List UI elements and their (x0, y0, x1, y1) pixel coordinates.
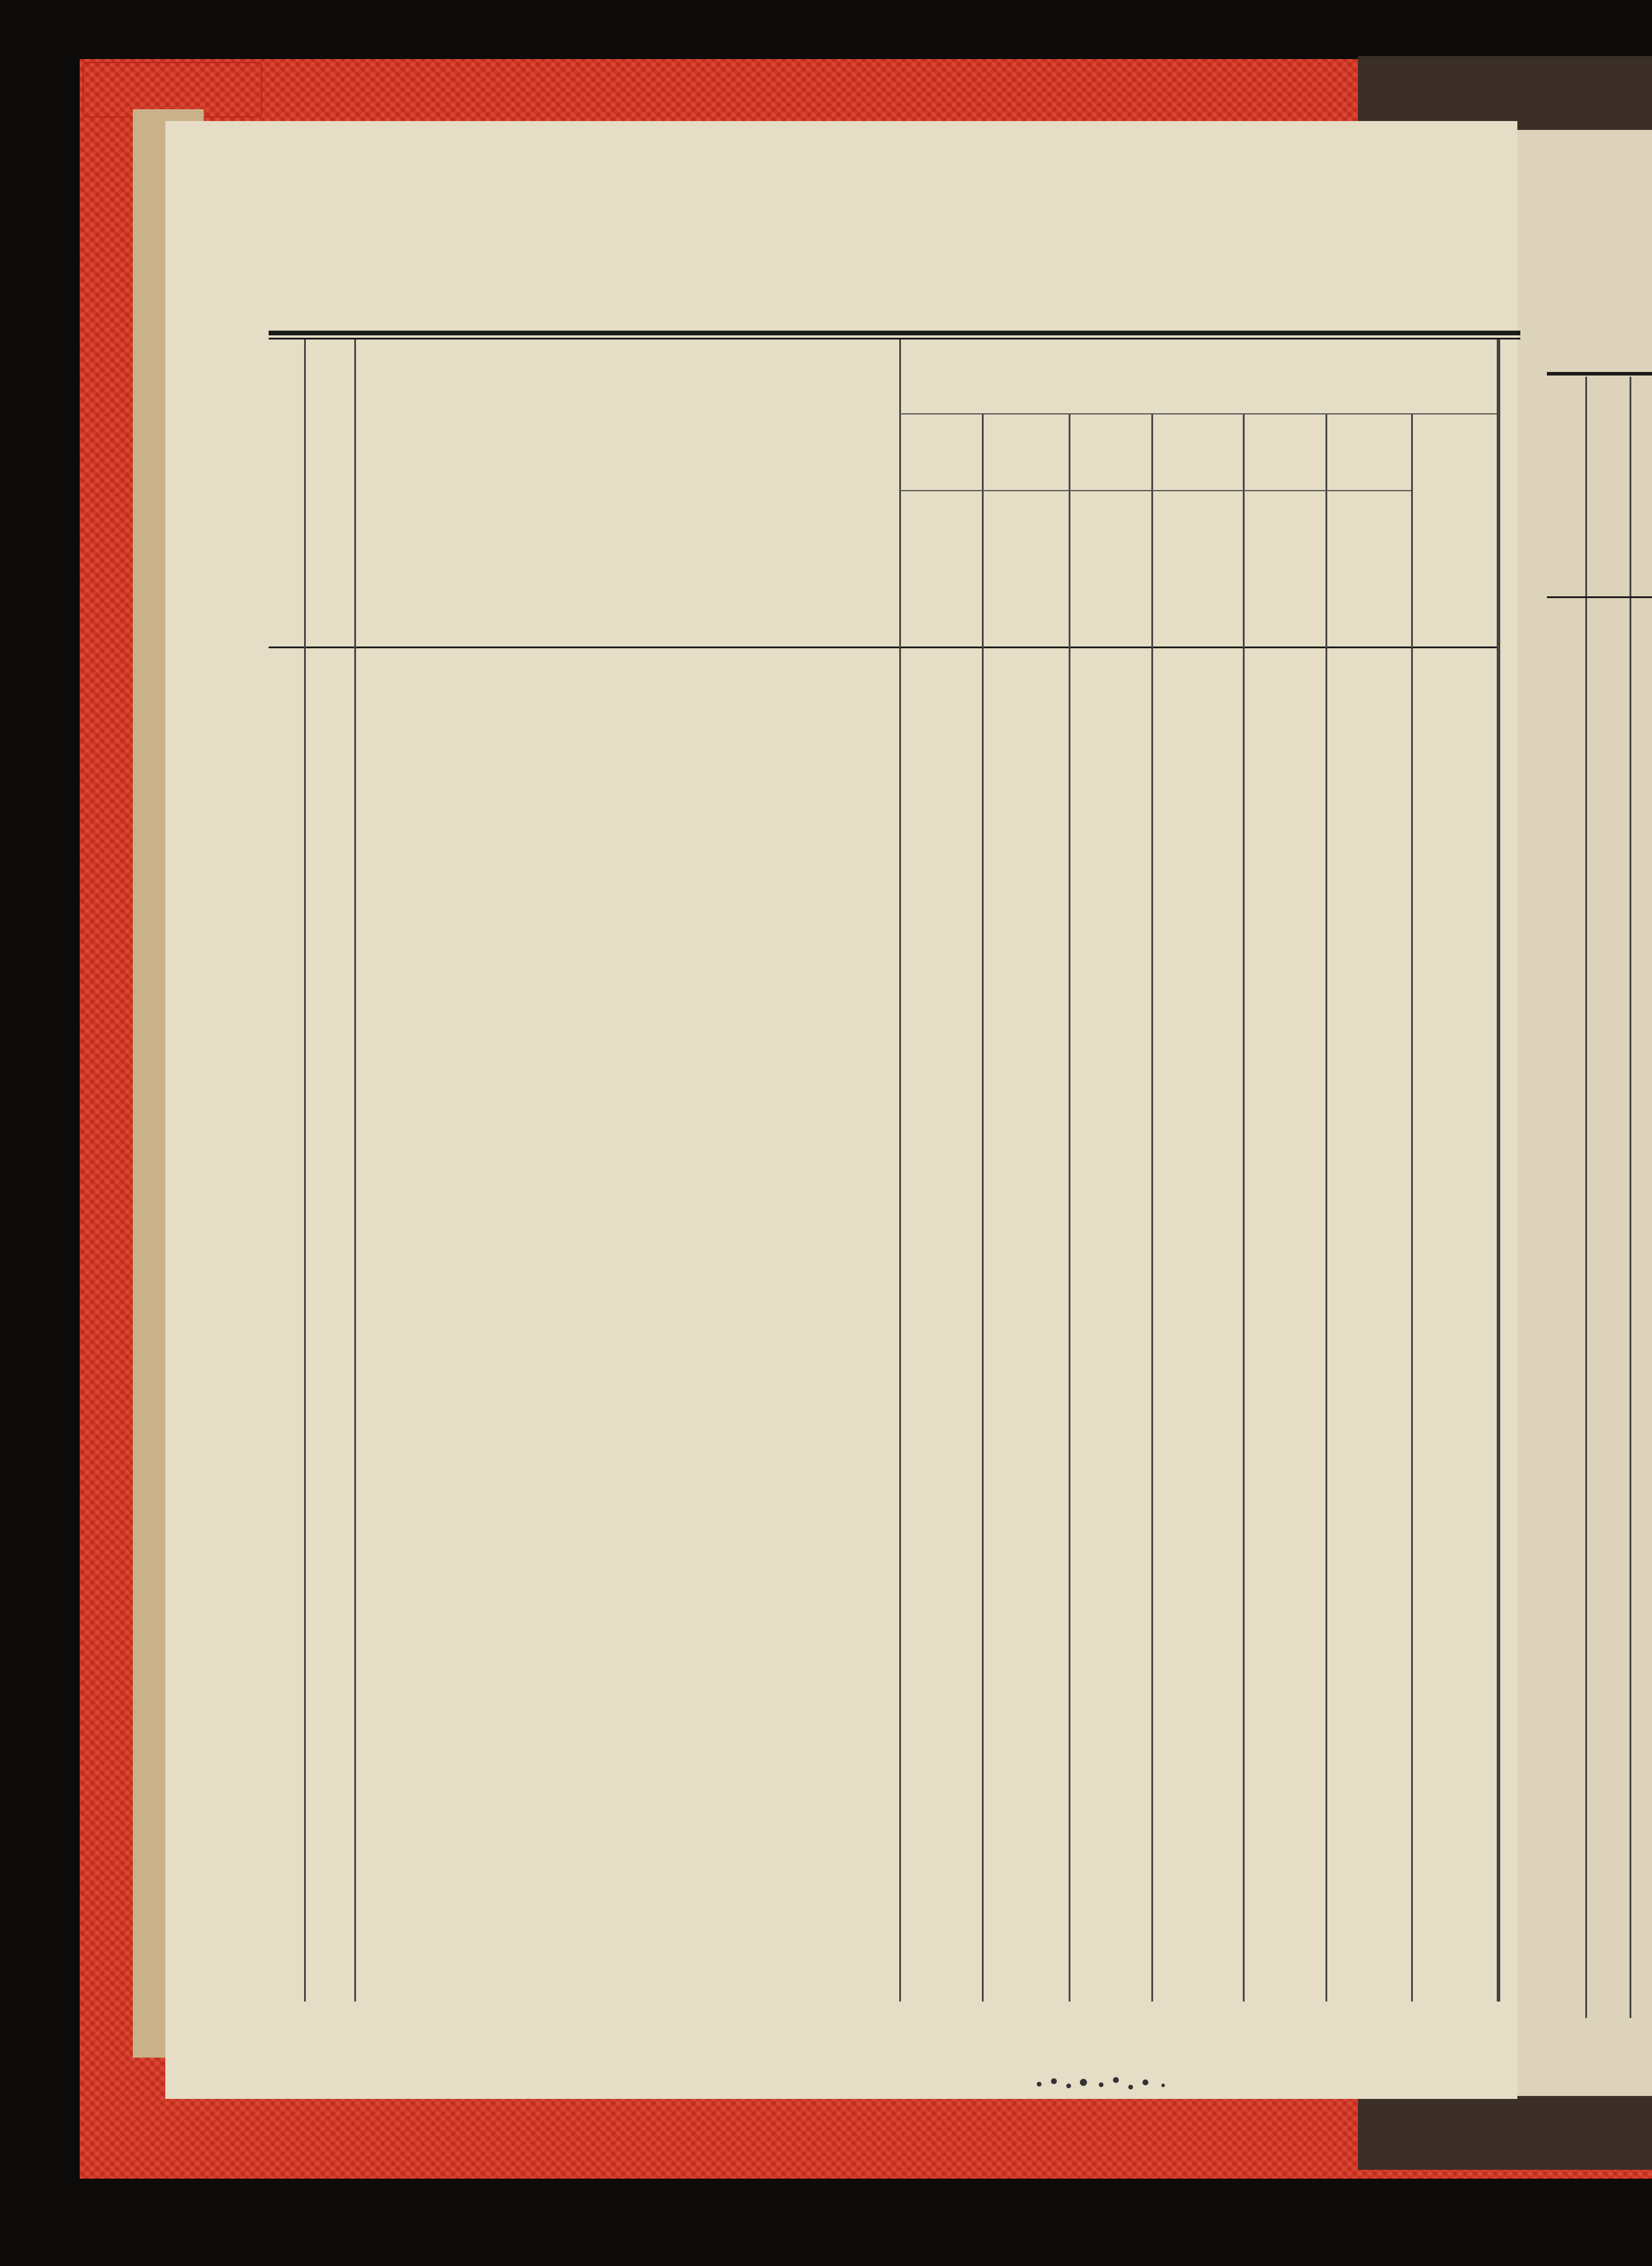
right-table-top-rule (1547, 372, 1652, 376)
population-table (269, 331, 1520, 2001)
header-bottom-rule (269, 647, 1497, 648)
header-men-minor (989, 502, 1063, 638)
right-col-divider (1630, 377, 1631, 2018)
header-women-minor (1261, 502, 1314, 638)
col-divider (982, 413, 984, 2001)
col-divider (1325, 413, 1327, 2001)
col-divider (1151, 413, 1153, 2001)
col-divider (1411, 413, 1413, 2001)
right-page-table (1547, 372, 1652, 2025)
col-divider (1497, 339, 1500, 2001)
table-top-rule-thin (269, 338, 1520, 339)
header-women-adult (1172, 502, 1225, 638)
table-top-rule (269, 331, 1520, 335)
right-col-divider (1585, 377, 1587, 2018)
col-divider (899, 339, 901, 2001)
col-divider (1069, 413, 1070, 2001)
header-rule (899, 413, 1497, 414)
col-divider (354, 339, 356, 2001)
right-header-rule (1547, 596, 1652, 598)
col-divider (304, 339, 306, 2001)
header-rule (899, 490, 1411, 491)
header-men-adult (912, 502, 965, 638)
col-divider (1243, 413, 1245, 2001)
library-stamp (1027, 2069, 1204, 2099)
